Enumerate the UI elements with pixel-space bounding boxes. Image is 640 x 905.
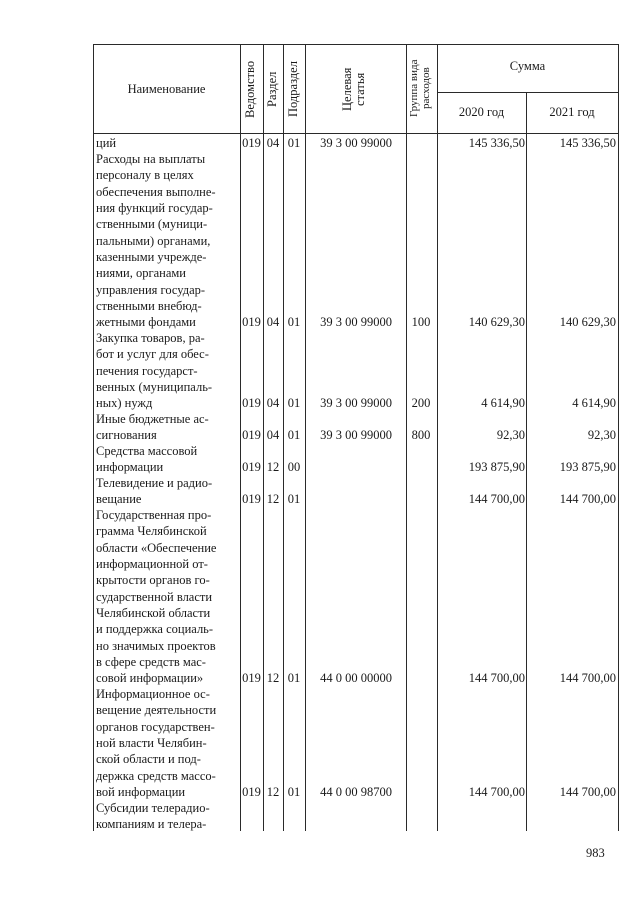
table-left-border xyxy=(93,44,94,831)
row-celevaya: 39 3 00 99000 xyxy=(320,396,392,410)
row-vedomstvo: 019 xyxy=(242,492,261,506)
row-name: Государственная про- грамма Челябинской области «Обеспечение информационной от- крытости органов го- сударственной власти Челябинской области и поддержка социаль- но значимых проектов в сфере средств мас- совой информации» xyxy=(96,508,217,686)
row-vedomstvo: 019 xyxy=(242,785,261,799)
row-sum-2021: 4 614,90 xyxy=(572,396,616,410)
row-podrazdel: 01 xyxy=(287,671,301,685)
row-sum-2021: 144 700,00 xyxy=(559,671,616,685)
row-sum-2021: 193 875,90 xyxy=(559,460,616,474)
row-vedomstvo: 019 xyxy=(242,671,261,685)
row-razdel: 04 xyxy=(266,428,280,442)
row-celevaya: 44 0 00 98700 xyxy=(320,785,392,799)
header-gruppa: Группа вида расходов xyxy=(408,59,432,117)
row-podrazdel: 01 xyxy=(287,492,301,506)
row-razdel: 12 xyxy=(266,671,280,685)
row-vedomstvo: 019 xyxy=(242,315,261,329)
row-sum-2021: 92,30 xyxy=(587,428,616,442)
row-name: Средства массовой информации xyxy=(96,444,198,475)
header-year-2021: 2021 год xyxy=(549,105,595,119)
row-sum-2020: 144 700,00 xyxy=(468,492,525,506)
row-razdel: 12 xyxy=(266,785,280,799)
row-podrazdel: 01 xyxy=(287,396,301,410)
row-name: Закупка товаров, ра- бот и услуг для обес- печения государст- венных (муниципаль- ных) нужд xyxy=(96,331,213,411)
row-podrazdel: 01 xyxy=(287,785,301,799)
row-name: Расходы на выплаты персоналу в целях обеспечения выполне- ния функций государ- ственными (муници- пальными) органами, казенными учрежде- ниями, органами управления государ- ственными внебюд- жетными фондами xyxy=(96,152,216,330)
row-vedomstvo: 019 xyxy=(242,396,261,410)
row-name: Субсидии телерадио- компаниям и телера- xyxy=(96,801,210,832)
row-razdel: 12 xyxy=(266,460,280,474)
row-sum-2020: 92,30 xyxy=(496,428,525,442)
row-vedomstvo: 019 xyxy=(242,460,261,474)
row-celevaya: 39 3 00 99000 xyxy=(320,136,392,150)
row-name: ций xyxy=(96,136,117,150)
row-gruppa: 100 xyxy=(411,315,431,329)
row-sum-2021: 144 700,00 xyxy=(559,785,616,799)
row-sum-2020: 140 629,30 xyxy=(468,315,525,329)
row-razdel: 04 xyxy=(266,396,280,410)
row-razdel: 04 xyxy=(266,315,280,329)
row-gruppa: 200 xyxy=(411,396,431,410)
header-bottom-border xyxy=(93,133,619,134)
row-podrazdel: 00 xyxy=(287,460,301,474)
row-sum-2020: 144 700,00 xyxy=(468,785,525,799)
header-summa: Сумма xyxy=(509,59,546,73)
row-celevaya: 39 3 00 99000 xyxy=(320,428,392,442)
header-razdel: Раздел xyxy=(265,71,279,107)
row-celevaya: 44 0 00 00000 xyxy=(320,671,392,685)
header-name: Наименование xyxy=(127,82,206,96)
header-podrazdel: Подраздел xyxy=(286,61,300,117)
sum-header-divider xyxy=(437,92,619,93)
row-sum-2020: 4 614,90 xyxy=(481,396,525,410)
row-sum-2021: 144 700,00 xyxy=(559,492,616,506)
header-vedomstvo: Ведомство xyxy=(243,60,257,118)
header-celevaya: Целевая статья xyxy=(340,67,367,111)
table-right-border xyxy=(618,44,619,831)
header-year-2020: 2020 год xyxy=(458,105,505,119)
row-name: Информационное ос- вещение деятельности органов государствен- ной власти Челябин- ской области и под- держка средств массо- вой информации xyxy=(96,687,217,800)
row-name: Иные бюджетные ас- сигнования xyxy=(96,412,209,443)
table-top-border xyxy=(93,44,619,45)
row-podrazdel: 01 xyxy=(287,315,301,329)
row-sum-2020: 144 700,00 xyxy=(468,671,525,685)
row-sum-2021: 140 629,30 xyxy=(559,315,616,329)
row-sum-2021: 145 336,50 xyxy=(559,136,616,150)
row-vedomstvo: 019 xyxy=(242,428,261,442)
row-podrazdel: 01 xyxy=(287,428,301,442)
row-gruppa: 800 xyxy=(411,428,431,442)
row-podrazdel: 01 xyxy=(287,136,301,150)
row-sum-2020: 145 336,50 xyxy=(468,136,525,150)
row-razdel: 12 xyxy=(266,492,280,506)
row-sum-2020: 193 875,90 xyxy=(468,460,525,474)
row-name: Телевидение и радио- вещание xyxy=(96,476,213,507)
page-number: 983 xyxy=(586,846,605,860)
row-celevaya: 39 3 00 99000 xyxy=(320,315,392,329)
row-razdel: 04 xyxy=(266,136,280,150)
row-vedomstvo: 019 xyxy=(242,136,261,150)
